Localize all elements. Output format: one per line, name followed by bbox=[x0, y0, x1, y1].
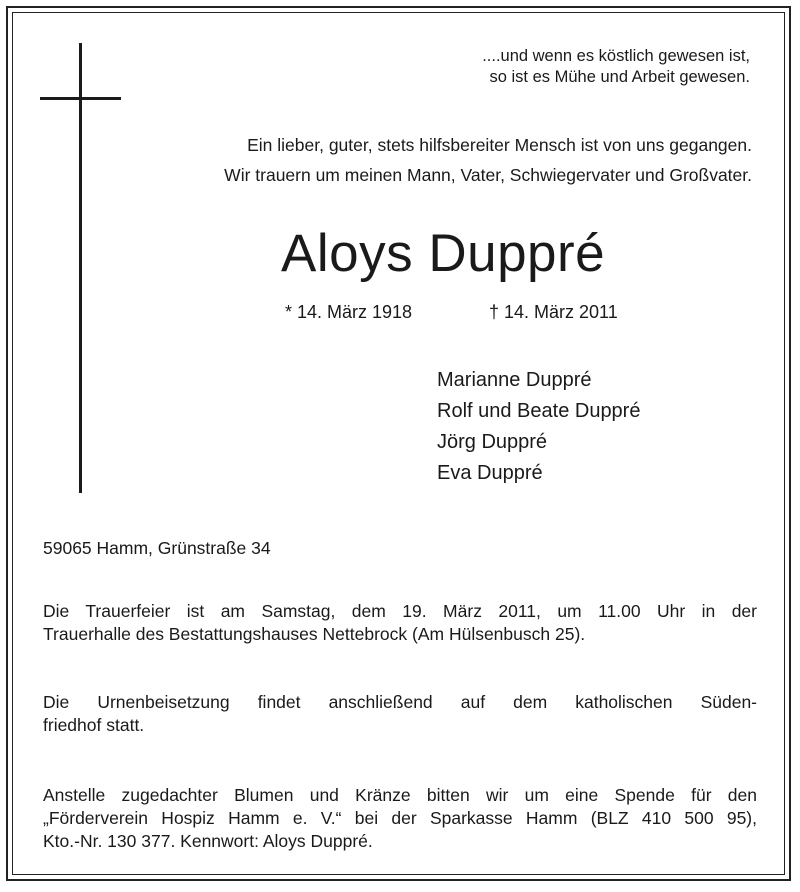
quote-block bbox=[482, 46, 750, 88]
family-member: Jörg Duppré bbox=[437, 431, 548, 453]
intro-line: Wir trauern um meinen Mann, Vater, Schwiegervater und Großvater. bbox=[224, 165, 752, 185]
quote-line: ....und wenn es köstlich gewesen ist, bbox=[482, 47, 750, 65]
cross-vertical-bar bbox=[79, 43, 82, 493]
paragraph-line: Die Trauerfeier ist am Samstag, dem 19. März 2011, um 11.00 Uhr in der bbox=[43, 601, 757, 621]
intro-line: Ein lieber, guter, stets hilfsbereiter Mensch ist von uns gegangen. bbox=[247, 135, 752, 155]
funeral-paragraph bbox=[43, 600, 757, 646]
quote-line: so ist es Mühe und Arbeit gewesen. bbox=[489, 68, 750, 86]
paragraph-line: „Förderverein Hospiz Hamm e. V.“ bei der Sparkasse Hamm (BLZ 410 500 95), bbox=[43, 808, 757, 828]
birth-date: * 14. März 1918 bbox=[285, 302, 413, 322]
deceased-name: Aloys Duppré bbox=[281, 224, 606, 283]
family-member: Marianne Duppré bbox=[437, 369, 592, 391]
paragraph-line: Trauerhalle des Bestattungshauses Nettebrock (Am Hülsenbusch 25). bbox=[43, 624, 586, 644]
family-list bbox=[437, 365, 640, 489]
paragraph-line: Anstelle zugedachter Blumen und Kränze bitten wir um eine Spende für den bbox=[43, 785, 757, 805]
death-date: † 14. März 2011 bbox=[489, 302, 618, 322]
intro-text bbox=[224, 130, 752, 190]
paragraph-line: friedhof statt. bbox=[43, 715, 145, 735]
paragraph-line: Die Urnenbeisetzung findet anschließend auf dem katholischen Süden- bbox=[43, 692, 757, 712]
donation-paragraph bbox=[43, 784, 757, 853]
urn-paragraph bbox=[43, 691, 757, 737]
paragraph-line: Kto.-Nr. 130 377. Kennwort: Aloys Duppré. bbox=[43, 831, 373, 851]
family-member: Rolf und Beate Duppré bbox=[437, 400, 641, 422]
cross-horizontal-bar bbox=[40, 97, 121, 100]
address: 59065 Hamm, Grünstraße 34 bbox=[43, 538, 271, 558]
family-member: Eva Duppré bbox=[437, 462, 543, 484]
